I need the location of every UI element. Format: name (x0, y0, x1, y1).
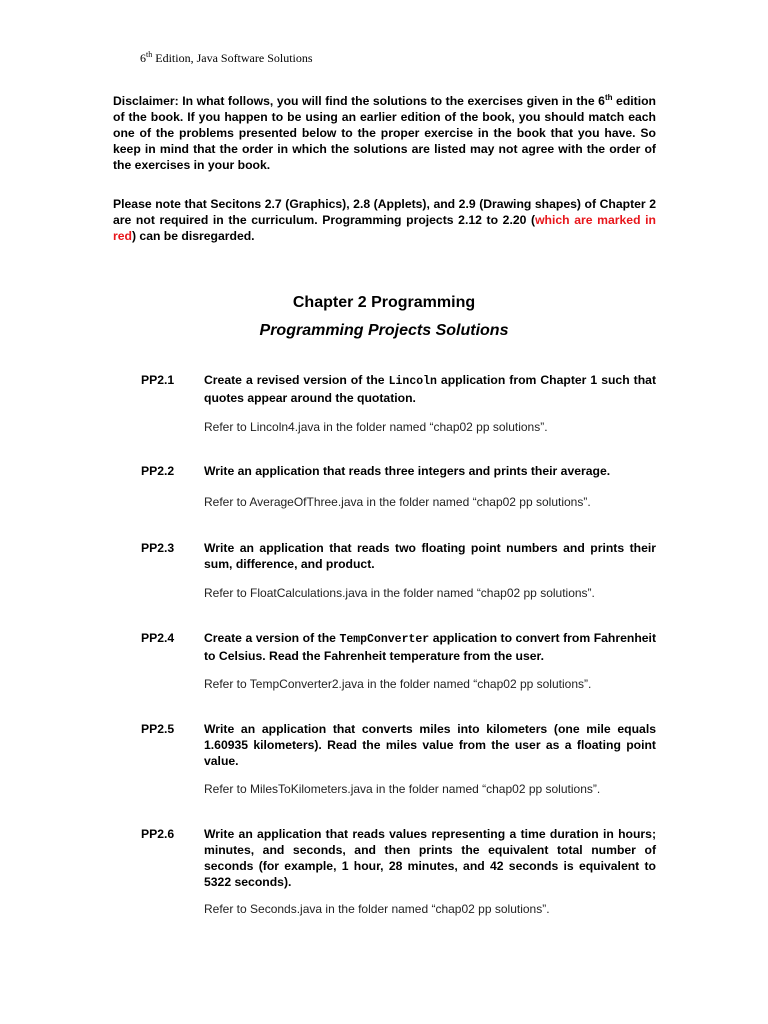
header-edition-number: 6 (140, 51, 146, 65)
project-label: PP2.4 (141, 631, 175, 645)
note-red-text: which are marked in red (113, 213, 656, 243)
chapter-subtitle: Programming Projects Solutions (259, 322, 509, 339)
project-task (204, 826, 656, 890)
project-task-text-end: application to convert from Fahrenheit to Celsius. Read the Fahrenheit temperature from the user. (204, 631, 656, 663)
note-text-1: Please note that Secitons 2.7 (Graphics), 2.8 (Applets), and 2.9 (Drawing shapes) of Chapter 2 are not required in the curriculum. Programming projects 2.12 to 2.20 ( (113, 197, 656, 227)
project-reference: Refer to FloatCalculations.java in the folder named “chap02 pp solutions”. (204, 586, 595, 600)
project-task (204, 540, 656, 572)
note-text-2: ) can be disregarded. (131, 229, 255, 243)
disclaimer-text-1: Disclaimer: In what follows, you will find the solutions to the exercises given in the 6 (113, 94, 605, 108)
project-task-text: Create a revised version of the (204, 373, 389, 387)
project-reference: Refer to AverageOfThree.java in the folder named “chap02 pp solutions”. (204, 495, 591, 509)
project-task-text: Write an application that reads values representing a time duration in hours; minutes, and seconds, and then prints the equivalent total number of seconds (for example, 1 hour, 28 minutes, and 42 seconds is equivalent to 5322 seconds). (204, 827, 656, 889)
project-task-text: Write an application that converts miles into kilometers (one mile equals 1.60935 kilometers). Read the miles value from the user as a floating point value. (204, 722, 656, 768)
disclaimer-text-2: edition of the book. If you happen to be using an earlier edition of the book, you should match each one of the problems presented below to the proper exercise in the book that you have. So keep in mind that the order in which the solutions are listed may not agree with the order of the exercises in your book. (113, 94, 656, 172)
project-task (204, 630, 656, 664)
disclaimer-superscript: th (604, 93, 613, 102)
project-task-text: Write an application that reads three integers and prints their average. (204, 464, 611, 478)
header-edition-superscript: th (146, 50, 153, 59)
project-task-text: Create a version of the (204, 631, 340, 645)
page-header (140, 51, 313, 66)
chapter-title: Chapter 2 Programming (292, 294, 476, 311)
project-reference: Refer to Seconds.java in the folder named “chap02 pp solutions”. (204, 902, 550, 916)
project-task (204, 463, 656, 479)
project-task-code: TempConverter (339, 633, 430, 646)
project-task-code: Lincoln (388, 375, 437, 388)
curriculum-note-paragraph (113, 196, 656, 244)
project-reference: Refer to Lincoln4.java in the folder named “chap02 pp solutions”. (204, 420, 548, 434)
project-label: PP2.1 (141, 373, 175, 387)
disclaimer-paragraph (113, 93, 656, 173)
project-label: PP2.2 (141, 464, 175, 478)
project-label: PP2.6 (141, 827, 175, 841)
project-label: PP2.5 (141, 722, 175, 736)
project-task-text-end: application from Chapter 1 such that quotes appear around the quotation. (204, 373, 657, 405)
project-reference: Refer to TempConverter2.java in the folder named “chap02 pp solutions”. (204, 677, 592, 691)
project-label: PP2.3 (141, 541, 175, 555)
project-reference: Refer to MilesToKilometers.java in the folder named “chap02 pp solutions”. (204, 782, 601, 796)
project-task (204, 721, 656, 769)
project-task-text: Write an application that reads two floating point numbers and prints their sum, difference, and product. (204, 541, 656, 571)
project-task (204, 372, 656, 406)
header-text: Edition, Java Software Solutions (152, 51, 313, 65)
